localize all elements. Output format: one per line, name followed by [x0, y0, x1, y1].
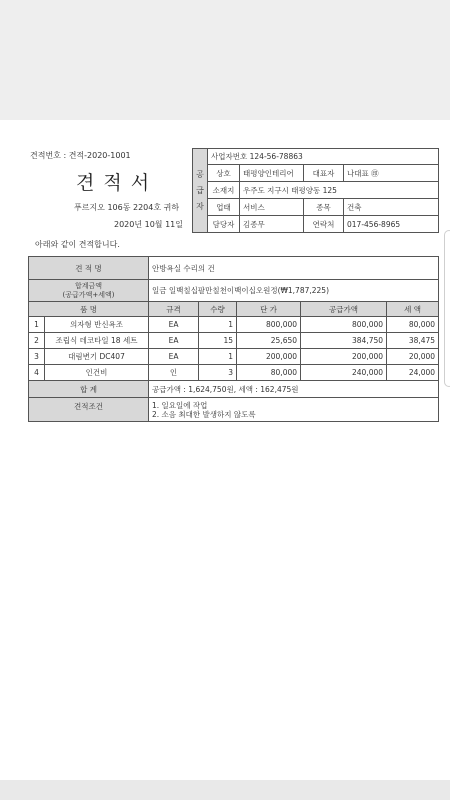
- table-row: 3 대림변기 DC407 EA 1 200,000 200,000 20,000: [29, 349, 439, 365]
- scroll-handle[interactable]: [444, 230, 450, 387]
- address-value: 우주도 지구시 태평양동 125: [240, 182, 439, 199]
- intro-text: 아래와 같이 견적합니다.: [35, 240, 120, 249]
- header-tax: 세 액: [387, 302, 439, 317]
- company-label: 상호: [208, 165, 240, 182]
- supplier-table: [192, 148, 439, 233]
- conditions-label: 견적조건: [29, 398, 149, 422]
- phone-value: 017-456-8965: [344, 216, 439, 233]
- sum-value: 공급가액 : 1,624,750원, 세액 : 162,475원: [149, 381, 439, 398]
- ceo-value: 나대표 ㊞: [344, 165, 439, 182]
- biztype-value: 서비스: [240, 199, 304, 216]
- estimate-table: [28, 256, 439, 422]
- bizno-cell: 사업자번호 124-56-78863: [208, 149, 439, 165]
- seal-mark: ㊞: [371, 168, 379, 178]
- category-label: 종목: [304, 199, 344, 216]
- header-qty: 수량: [199, 302, 237, 317]
- table-row: 2 조립식 데코타일 18 세트 EA 15 25,650 384,750 38,475: [29, 333, 439, 349]
- header-unit-price: 단 가: [237, 302, 301, 317]
- estimate-name-value: 안방욕실 수리의 건: [149, 257, 439, 280]
- ceo-label: 대표자: [304, 165, 344, 182]
- phone-label: 연락처: [304, 216, 344, 233]
- header-spec: 규격: [149, 302, 199, 317]
- manager-value: 김종무: [240, 216, 304, 233]
- bottom-bar: [0, 780, 450, 800]
- supplier-side-label: 공 급 자: [193, 149, 208, 233]
- header-supply-amount: 공급가액: [301, 302, 387, 317]
- estimate-name-label: 견 적 명: [29, 257, 149, 280]
- total-label: 합계금액 (공급가액+세액): [29, 280, 149, 302]
- issue-date: 2020년 10월 11일: [114, 220, 183, 229]
- conditions-value: 1. 일요일에 작업 2. 소음 최대한 발생하지 않도록: [149, 398, 439, 422]
- estimate-number: 견적번호 : 견적-2020-1001: [30, 151, 131, 160]
- biztype-label: 업태: [208, 199, 240, 216]
- address-label: 소재지: [208, 182, 240, 199]
- manager-label: 담당자: [208, 216, 240, 233]
- company-value: 태평양인테리어: [240, 165, 304, 182]
- total-value: 일금 일백칠십팔만칠천이백이십오원정(₩1,787,225): [149, 280, 439, 302]
- table-row: 1 의자형 반신욕조 EA 1 800,000 800,000 80,000: [29, 317, 439, 333]
- table-row: 4 인건비 인 3 80,000 240,000 24,000: [29, 365, 439, 381]
- sum-label: 합 계: [29, 381, 149, 398]
- recipient: 푸르지오 106동 2204호 귀하: [74, 203, 180, 212]
- top-bar: [0, 0, 450, 120]
- header-item-name: 품 명: [29, 302, 149, 317]
- category-value: 건축: [344, 199, 439, 216]
- document-title: 견적서: [76, 172, 159, 194]
